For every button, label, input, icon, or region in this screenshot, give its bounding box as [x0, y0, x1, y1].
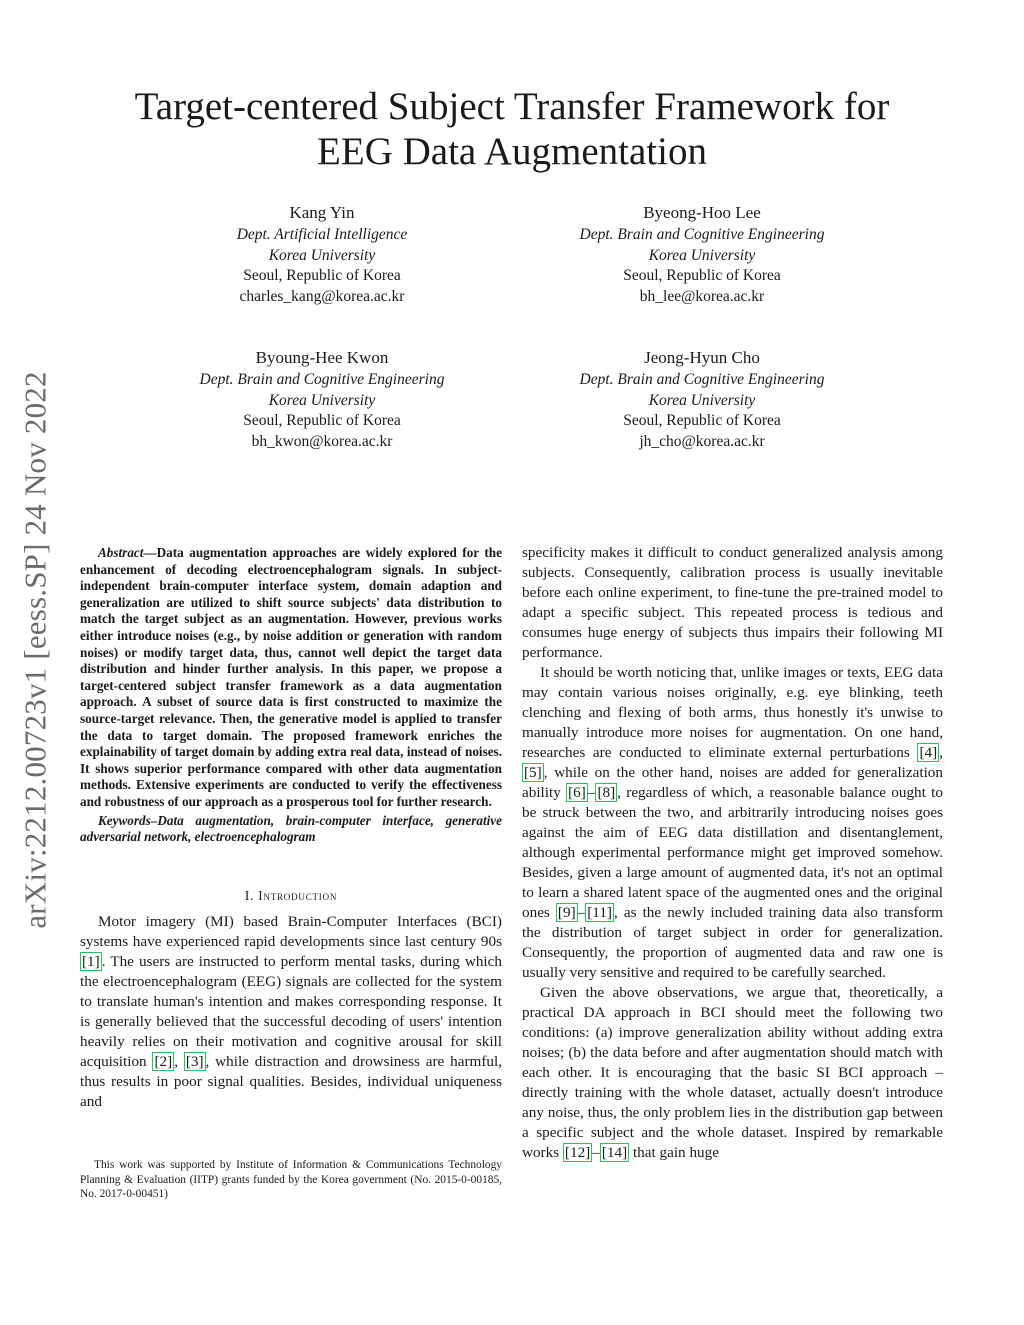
author-email: jh_cho@korea.ac.kr: [639, 432, 765, 450]
body-text: , regardless of which, a reasonable balance ought to be struck between the two, and arbitrarily introducing noises goes against the aim of EEG data distillation and disentanglement, although experimental performance might get improved somehow. Besides, given a large amount of augmented data, it's not an optimal to learn a shared latent space of the augmented ones and the original ones: [522, 784, 943, 921]
author-email: bh_lee@korea.ac.kr: [639, 287, 765, 305]
body-text: . The users are instructed to perform mental tasks, during which the electroencephalogram (EEG) signals are collected for the system to translate human's intention and makes corresponding response. It is generally believed that the successful decoding of users' intention heavily relies on their motivation and cognitive arousal for skill acquisition: [80, 952, 502, 1070]
body-text: –: [577, 904, 586, 921]
arxiv-stamp-text: arXiv:2212.00723v1 [eess.SP] 24 Nov 2022: [18, 371, 54, 929]
body-paragraph: specificity makes it difficult to conduct generalized analysis among subjects. Consequently, calibration process is usually inevitable before each online experiment, to fine-tune the pre-trained model to adapt a specific subject. This repeated process is tedious and consumes huge energy of subjects thus impairs their following MI performance.: [522, 544, 943, 661]
author-name: Kang Yin: [289, 203, 355, 222]
author-name: Byeong-Hoo Lee: [643, 203, 761, 222]
citation-link[interactable]: [8]: [597, 784, 616, 801]
abstract-text: —Data augmentation approaches are widely explored for the enhancement of decoding electroencephalogram signals. In subject-independent brain-computer interface system, domain adaption and generalization are utilized to shift source subjects' data distribution to match the target subject as an augmentation. However, previous works either introduce noises (e.g., by noise addition or generation with random noises) or modify target data, thus, cannot well depict the target data distribution and hinder further analysis. In this paper, we propose a target-centered subject transfer framework as a data augmentation approach. A subset of source data is first constructed to maximize the source-target relevance. Then, the generative model is applied to transfer the data to target domain. The proposed framework enriches the explainability of target domain by adding extra real data, instead of noises. It shows superior performance compared with other data augmentation methods. Extensive experiments are conducted to verify the effectiveness and robustness of our approach as a prosperous tool for further research.: [80, 545, 502, 809]
body-text: , while on the other hand, noises are added for generalization ability: [522, 764, 943, 801]
citation-link[interactable]: [14]: [601, 1144, 628, 1161]
author-name: Jeong-Hyun Cho: [644, 348, 760, 367]
body-text: Motor imagery (MI) based Brain-Computer Interfaces (BCI) systems have experienced rapid developments since last century 90s: [80, 912, 502, 950]
author-dept: Dept. Brain and Cognitive Engineering: [579, 226, 825, 243]
author-university: Korea University: [268, 246, 376, 264]
body-text: ,: [939, 744, 943, 761]
title-line-1: Target-centered Subject Transfer Framework for: [134, 85, 890, 128]
author-location: Seoul, Republic of Korea: [243, 412, 401, 429]
left-column: [80, 545, 502, 1112]
author-dept: Dept. Brain and Cognitive Engineering: [199, 371, 445, 388]
author-university: Korea University: [648, 246, 756, 264]
right-column: [522, 543, 943, 1163]
intro-paragraph: [80, 912, 502, 1112]
citation-link[interactable]: [4]: [919, 744, 938, 761]
citation-link[interactable]: [11]: [587, 904, 612, 921]
author-email: charles_kang@korea.ac.kr: [239, 287, 405, 305]
citation-link[interactable]: [1]: [82, 952, 100, 970]
citation-link[interactable]: [12]: [564, 1144, 591, 1161]
body-text: , as the newly included training data also transform the distribution of target subject in order for generalization. Consequently, the proportion of augmented data and raw one is usually very sensitive and required to be carefully searched.: [522, 904, 943, 981]
citation-link[interactable]: [6]: [568, 784, 586, 801]
body-text: that gain huge: [629, 1144, 719, 1161]
author-block: [532, 347, 872, 452]
paper-title: [80, 84, 944, 174]
abstract: [80, 545, 502, 811]
author-location: Seoul, Republic of Korea: [623, 412, 781, 429]
arxiv-stamp: [14, 345, 58, 955]
section-heading: I. Introduction: [244, 887, 338, 903]
keywords: Keywords–Data augmentation, brain-computer interface, generative adversarial network, electroencephalogram: [80, 812, 502, 845]
body-text: –: [587, 784, 596, 801]
author-block: [532, 202, 872, 307]
body-text: It should be worth noticing that, unlike images or texts, EEG data may contain various noises originally, e.g. eye blinking, teeth clenching and flexing of both arms, thus honestly it's unwise to manually introduce more noises for augmentation. On one hand, researches are conducted to eliminate external perturbations: [522, 664, 943, 761]
author-dept: Dept. Artificial Intelligence: [236, 226, 408, 243]
citation-link[interactable]: [5]: [524, 764, 542, 781]
footnote: This work was supported by Institute of Information & Communications Technology Planning & Evaluation (IITP) grants funded by the Korea government (No. 2015-0-00185, No. 2017-0-00451): [80, 1159, 502, 1200]
author-location: Seoul, Republic of Korea: [243, 267, 401, 284]
body-text: –: [592, 1144, 600, 1161]
body-text: Given the above observations, we argue that, theoretically, a practical DA approach in BCI should meet the following two conditions: (a) improve generalization ability without adding extra noises; (b) the data before and after augmentation should match with each other. It is encouraging that the basic SI BCI approach – directly training with the whole dataset, actually doesn't introduce any noise, thus, the only problem lies in the distribution gap between a specific subject and the whole dataset. Inspired by remarkable works: [522, 984, 943, 1161]
abstract-label: Abstract: [98, 545, 144, 560]
author-dept: Dept. Brain and Cognitive Engineering: [579, 371, 825, 388]
body-text: , while distraction and drowsiness are harmful, thus results in poor signal qualities. Besides, individual uniqueness and: [80, 1052, 502, 1110]
citation-link[interactable]: [9]: [557, 904, 576, 921]
citation-link[interactable]: [2]: [154, 1052, 173, 1070]
author-block: [152, 202, 492, 307]
author-block: [152, 347, 492, 452]
body-paragraph: [522, 983, 943, 1163]
author-university: Korea University: [648, 391, 756, 409]
author-email: bh_kwon@korea.ac.kr: [251, 432, 393, 450]
author-name: Byoung-Hee Kwon: [255, 348, 389, 367]
body-text: ,: [174, 1052, 184, 1070]
author-university: Korea University: [268, 391, 376, 409]
author-location: Seoul, Republic of Korea: [623, 267, 781, 284]
citation-link[interactable]: [3]: [185, 1052, 204, 1070]
body-paragraph: [522, 663, 943, 983]
title-line-2: EEG Data Augmentation: [317, 130, 707, 173]
